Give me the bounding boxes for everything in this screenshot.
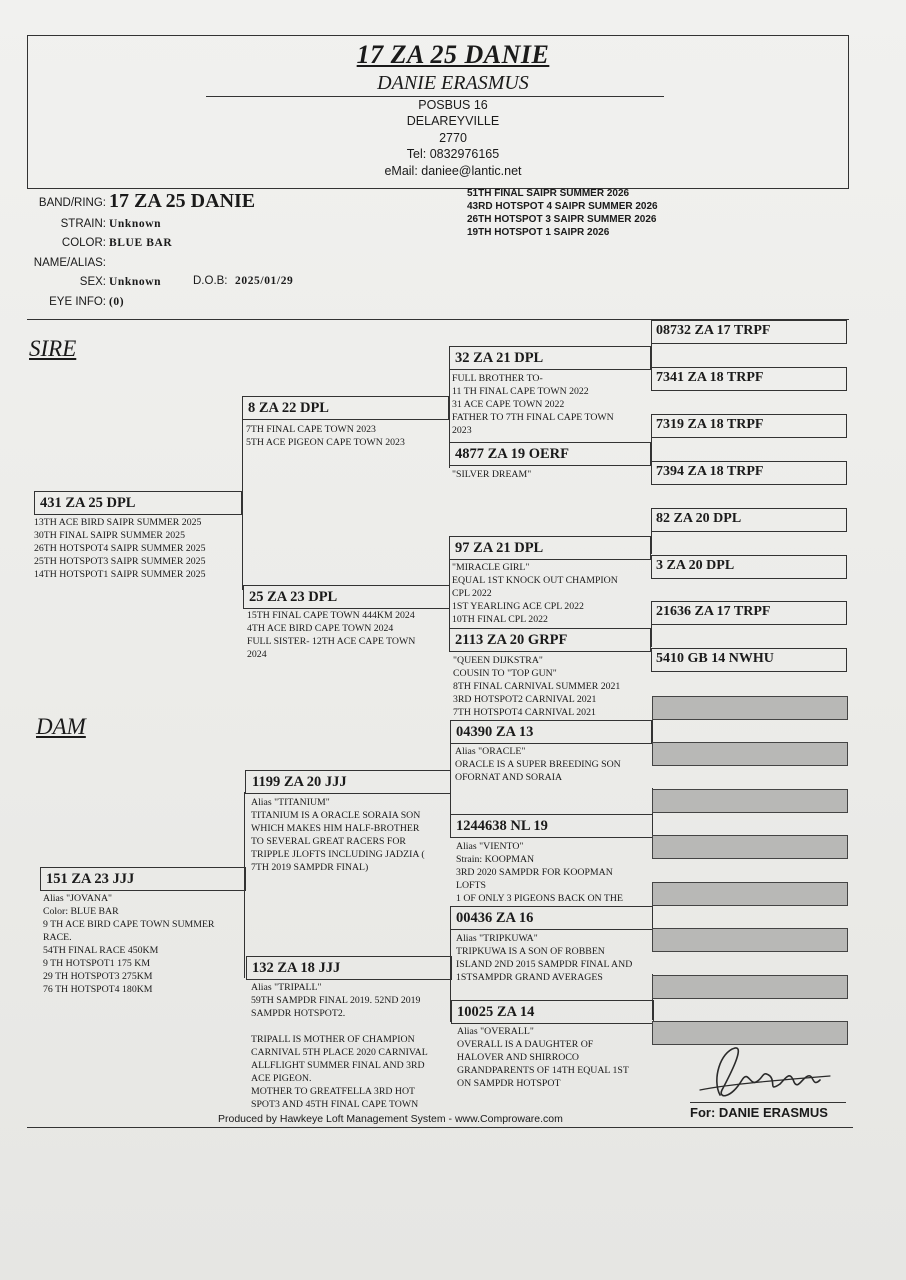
grandsire-ring: 8 ZA 22 DPL [248, 400, 329, 416]
great-grandparent-info: Alias "ORACLE" ORACLE IS A SUPER BREEDING SON OFORNAT AND SORAIA [455, 746, 621, 783]
great-grandparent-ring: 1244638 NL 19 [456, 818, 548, 834]
empty-gen4-box [652, 696, 848, 720]
achievement-line: 43RD HOTSPOT 4 SAIPR SUMMER 2026 [467, 201, 658, 212]
great-grandparent-info: "SILVER DREAM" [452, 469, 532, 480]
produced-by: Produced by Hawkeye Loft Management System - www.Comproware.com [218, 1113, 563, 1125]
great-grandparent-ring: 10025 ZA 14 [457, 1004, 535, 1020]
eye-value: (0) [109, 296, 125, 308]
grandsire-info: 7TH FINAL CAPE TOWN 2023 5TH ACE PIGEON CAPE TOWN 2023 [246, 424, 405, 448]
granddam-ring: 132 ZA 18 JJJ [252, 960, 341, 976]
band-value: 17 ZA 25 DANIE [109, 190, 256, 212]
empty-gen4-box [652, 789, 848, 813]
achievement-line: 26TH HOTSPOT 3 SAIPR SUMMER 2026 [467, 214, 657, 225]
gen4-ring: 5410 GB 14 NWHU [656, 651, 774, 666]
great-grandparent-info: Alias "VIENTO" Strain: KOOPMAN 3RD 2020 SAMPDR FOR KOOPMAN LOFTS 1 OF ONLY 3 PIGEONS BACK ON THE [456, 841, 623, 904]
connector [242, 420, 243, 590]
sire-info: 13TH ACE BIRD SAIPR SUMMER 2025 30TH FINAL SAIPR SUMMER 2025 26TH HOTSPOT4 SAIPR SUMMER 2025 25TH HOTSPOT3 SAIPR SUMMER 2025 14TH HOTSPOT1 SAIPR SUMMER 2025 [34, 517, 206, 580]
address-email: eMail: daniee@lantic.net [384, 164, 522, 178]
signature-line [690, 1102, 846, 1103]
dam-info: Alias "JOVANA" Color: BLUE BAR 9 TH ACE BIRD CAPE TOWN SUMMER RACE. 54TH FINAL RACE 450KM 9 TH HOTSPOT1 175 KM 29 TH HOTSPOT3 275KM 76 TH HOTSPOT4 180KM [43, 893, 215, 995]
gen4-ring: 08732 ZA 17 TRPF [656, 323, 771, 338]
pedigree-title: 17 ZA 25 DANIE [356, 40, 550, 69]
great-grandparent-ring: 2113 ZA 20 GRPF [455, 632, 568, 648]
strain-label: STRAIN: [60, 218, 106, 230]
empty-gen4-box [652, 975, 848, 999]
dam-heading: DAM [36, 714, 86, 739]
strain-value: Unknown [109, 218, 162, 230]
great-grandparent-ring: 97 ZA 21 DPL [455, 540, 544, 556]
address-phone: Tel: 0832976165 [406, 147, 500, 161]
gen4-ring: 3 ZA 20 DPL [656, 558, 735, 573]
grandsire-info: Alias "TITANIUM" TITANIUM IS A ORACLE SORAIA SON WHICH MAKES HIM HALF-BROTHER TO SEVERAL GREAT RACERS FOR TRIPPLE JLOFTS INCLUDING JADZIA ( 7TH 2019 SAMPDR FINAL) [251, 797, 425, 873]
sex-label: SEX: [79, 276, 106, 288]
sex-value: Unknown [109, 276, 162, 288]
granddam-info: Alias "TRIPALL" 59TH SAMPDR FINAL 2019. 52ND 2019 SAMPDR HOTSPOT2. TRIPALL IS MOTHER OF CHAMPION CARNIVAL 5TH PLACE 2020 CARNIVAL ALLFLIGHT SUMMER FINAL AND 3RD ACE PIGEON. MOTHER TO GREATFELLA 3RD HOT SPOT3 AND 45TH FINAL CAPE TOWN [251, 982, 428, 1110]
dam-ring: 151 ZA 23 JJJ [46, 871, 135, 887]
empty-gen4-box [652, 928, 848, 952]
gen4-ring: 82 ZA 20 DPL [656, 511, 742, 526]
signature-icon [690, 1040, 840, 1110]
great-grandparent-ring: 32 ZA 21 DPL [455, 350, 544, 366]
empty-gen4-box [652, 835, 848, 859]
eye-label: EYE INFO: [49, 296, 106, 308]
owner-name: DANIE ERASMUS [377, 72, 529, 94]
gen4-ring: 21636 ZA 17 TRPF [656, 604, 771, 619]
address-line-1: POSBUS 16 [418, 98, 488, 112]
great-grandparent-ring: 00436 ZA 16 [456, 910, 534, 926]
gen4-ring: 7319 ZA 18 TRPF [656, 417, 764, 432]
dob-value: 2025/01/29 [235, 275, 294, 287]
great-grandparent-info: FULL BROTHER TO- 11 TH FINAL CAPE TOWN 2022 31 ACE CAPE TOWN 2022 FATHER TO 7TH FINAL CAPE TOWN 2023 [452, 373, 614, 436]
sire-ring: 431 ZA 25 DPL [40, 495, 136, 511]
great-grandparent-ring: 4877 ZA 19 OERF [455, 446, 569, 462]
great-grandparent-info: "MIRACLE GIRL" EQUAL 1ST KNOCK OUT CHAMPION CPL 2022 1ST YEARLING ACE CPL 2022 10TH FINAL CPL 2022 [452, 562, 618, 625]
dob-label: D.O.B: [193, 275, 228, 287]
grandsire-ring: 1199 ZA 20 JJJ [252, 774, 347, 790]
granddam-info: 15TH FINAL CAPE TOWN 444KM 2024 4TH ACE BIRD CAPE TOWN 2024 FULL SISTER- 12TH ACE CAPE TOWN 2024 [247, 610, 416, 660]
color-value: BLUE BAR [109, 237, 173, 249]
address-postcode: 2770 [439, 131, 467, 145]
gen4-ring: 7341 ZA 18 TRPF [656, 370, 764, 385]
address-line-2: DELAREYVILLE [406, 114, 500, 128]
empty-gen4-box [652, 882, 848, 906]
granddam-ring: 25 ZA 23 DPL [249, 589, 338, 605]
name-label: NAME/ALIAS: [33, 257, 106, 269]
great-grandparent-info: Alias "OVERALL" OVERALL IS A DAUGHTER OF HALOVER AND SHIRROCO GRANDPARENTS OF 14TH EQUAL 1ST ON SAMPDR HOTSPOT [457, 1026, 629, 1089]
achievement-line: 19TH HOTSPOT 1 SAIPR 2026 [467, 227, 610, 238]
sire-heading: SIRE [29, 336, 77, 361]
great-grandparent-info: Alias "TRIPKUWA" TRIPKUWA IS A SON OF ROBBEN ISLAND 2ND 2015 SAMPDR FINAL AND 1STSAMPDR GRAND AVERAGES [456, 933, 633, 983]
owner-underline [206, 96, 664, 97]
gen4-ring: 7394 ZA 18 TRPF [656, 464, 764, 479]
color-label: COLOR: [61, 237, 106, 249]
empty-gen4-box [652, 742, 848, 766]
achievement-line: 51TH FINAL SAIPR SUMMER 2026 [467, 188, 630, 199]
great-grandparent-ring: 04390 ZA 13 [456, 724, 534, 740]
footer-line [27, 1127, 853, 1128]
band-label: BAND/RING: [38, 197, 106, 209]
great-grandparent-info: "QUEEN DIJKSTRA" COUSIN TO "TOP GUN" 8TH FINAL CARNIVAL SUMMER 2021 3RD HOTSPOT2 CARNIVAL 2021 7TH HOTSPOT4 CARNIVAL 2021 [453, 655, 621, 718]
signature-caption: For: DANIE ERASMUS [690, 1105, 828, 1120]
